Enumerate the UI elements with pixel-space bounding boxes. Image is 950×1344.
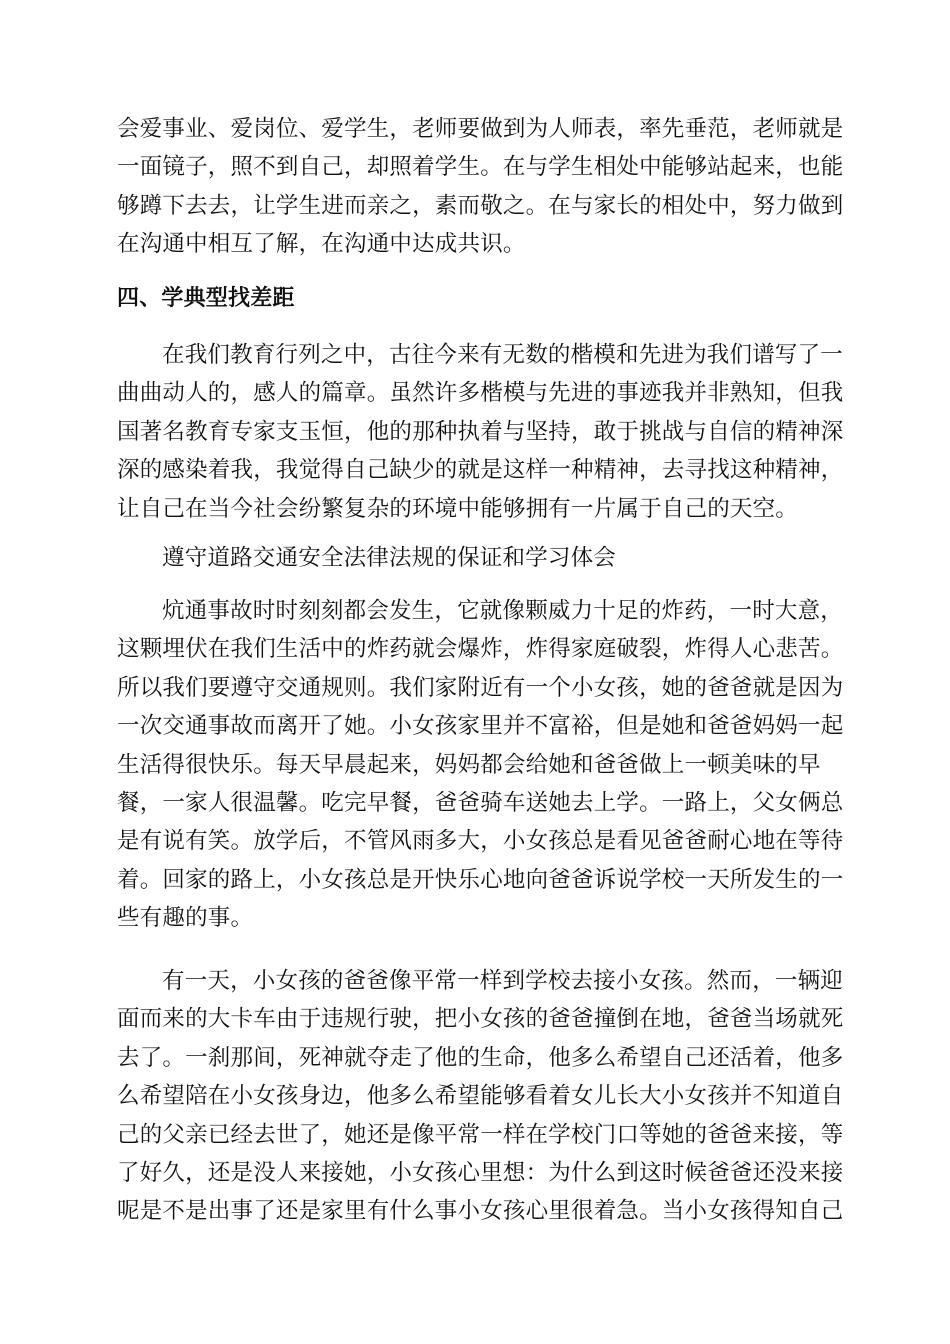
section-heading: [117, 280, 833, 318]
text-line: 在沟通中相互了解，在沟通中达成共识。: [117, 231, 526, 258]
text-line: 一次交通事故而离开了她。小女孩家里并不富裕，但是她和爸爸妈妈一起: [117, 713, 844, 740]
text-line: 有一天，小女孩的爸爸像平常一样到学校去接小女孩。然而，一辆迎: [162, 968, 844, 994]
text-line: 让自己在当今社会纷繁复杂的环境中能够拥有一片属于自己的天空。: [117, 495, 799, 522]
text-line: 深的感染着我，我觉得自己缺少的就是这样一种精神，去寻找这种精神，: [117, 457, 844, 484]
text-line: 呢是不是出事了还是家里有什么事小女孩心里很着急。当小女孩得知自己: [117, 1198, 844, 1225]
text-line: 去了。一刹那间，死神就夺走了他的生命，他多么希望自己还活着，他多: [117, 1044, 844, 1071]
text-line: 么希望陪在小女孩身边，他多么希望能够看着女儿长大小女孩并不知道自: [117, 1083, 844, 1110]
text-line: 所以我们要遵守交通规则。我们家附近有一个小女孩，她的爸爸就是因为: [117, 674, 844, 701]
paragraph-teacher-conduct: [117, 110, 844, 264]
text-line: 己的父亲已经去世了，她还是像平常一样在学校门口等她的爸爸来接，等: [117, 1121, 844, 1148]
text-line: 了好久，还是没人来接她，小女孩心里想：为什么到这时候爸爸还没来接: [117, 1160, 844, 1187]
text-line: 够蹲下去去，让学生进而亲之，素而敬之。在与家长的相处中，努力做到: [117, 192, 844, 219]
text-line: 生活得很快乐。每天早晨起来，妈妈都会给她和爸爸做上一顿美味的早: [117, 751, 821, 778]
article-title: [117, 539, 833, 577]
text-line: 着。回家的路上，小女孩总是开快乐心地向爸爸诉说学校一天所发生的一: [117, 866, 844, 893]
text-line: 会爱事业、爱岗位、爱学生，老师要做到为人师表，率先垂范，老师就是: [117, 116, 844, 142]
text-line: 炕通事故时时刻刻都会发生，它就像颗威力十足的炸药，一时大意，: [162, 598, 844, 624]
paragraph-role-models: [117, 336, 844, 528]
text-line: 些有趣的事。: [117, 905, 254, 932]
text-line: 国著名教育专家支玉恒，他的那种执着与坚持，敢于挑战与自信的精神深: [117, 418, 844, 445]
section-heading-text: 四、学典型找差距: [117, 286, 295, 311]
paragraph-traffic-accident: [117, 592, 844, 938]
text-line: 在我们教育行列之中，古往今来有无数的楷模和先进为我们谱写了一: [162, 342, 844, 368]
text-line: 这颗埋伏在我们生活中的炸药就会爆炸，炸得家庭破裂，炸得人心悲苦。: [117, 636, 844, 663]
article-title-text: 遵守道路交通安全法律法规的保证和学习体会: [162, 545, 617, 571]
paragraph-one-day: [117, 962, 844, 1231]
text-line: 面而来的大卡车由于违规行驶，把小女孩的爸爸撞倒在地，爸爸当场就死: [117, 1006, 844, 1033]
text-line: 餐，一家人很温馨。吃完早餐，爸爸骑车送她去上学。一路上，父女俩总: [117, 790, 844, 817]
text-line: 是有说有笑。放学后，不管风雨多大，小女孩总是看见爸爸耐心地在等待: [117, 828, 844, 855]
text-line: 曲曲动人的，感人的篇章。虽然许多楷模与先进的事迹我并非熟知，但我: [117, 380, 844, 407]
text-line: 一面镜子，照不到自己，却照着学生。在与学生相处中能够站起来，也能: [117, 154, 844, 181]
